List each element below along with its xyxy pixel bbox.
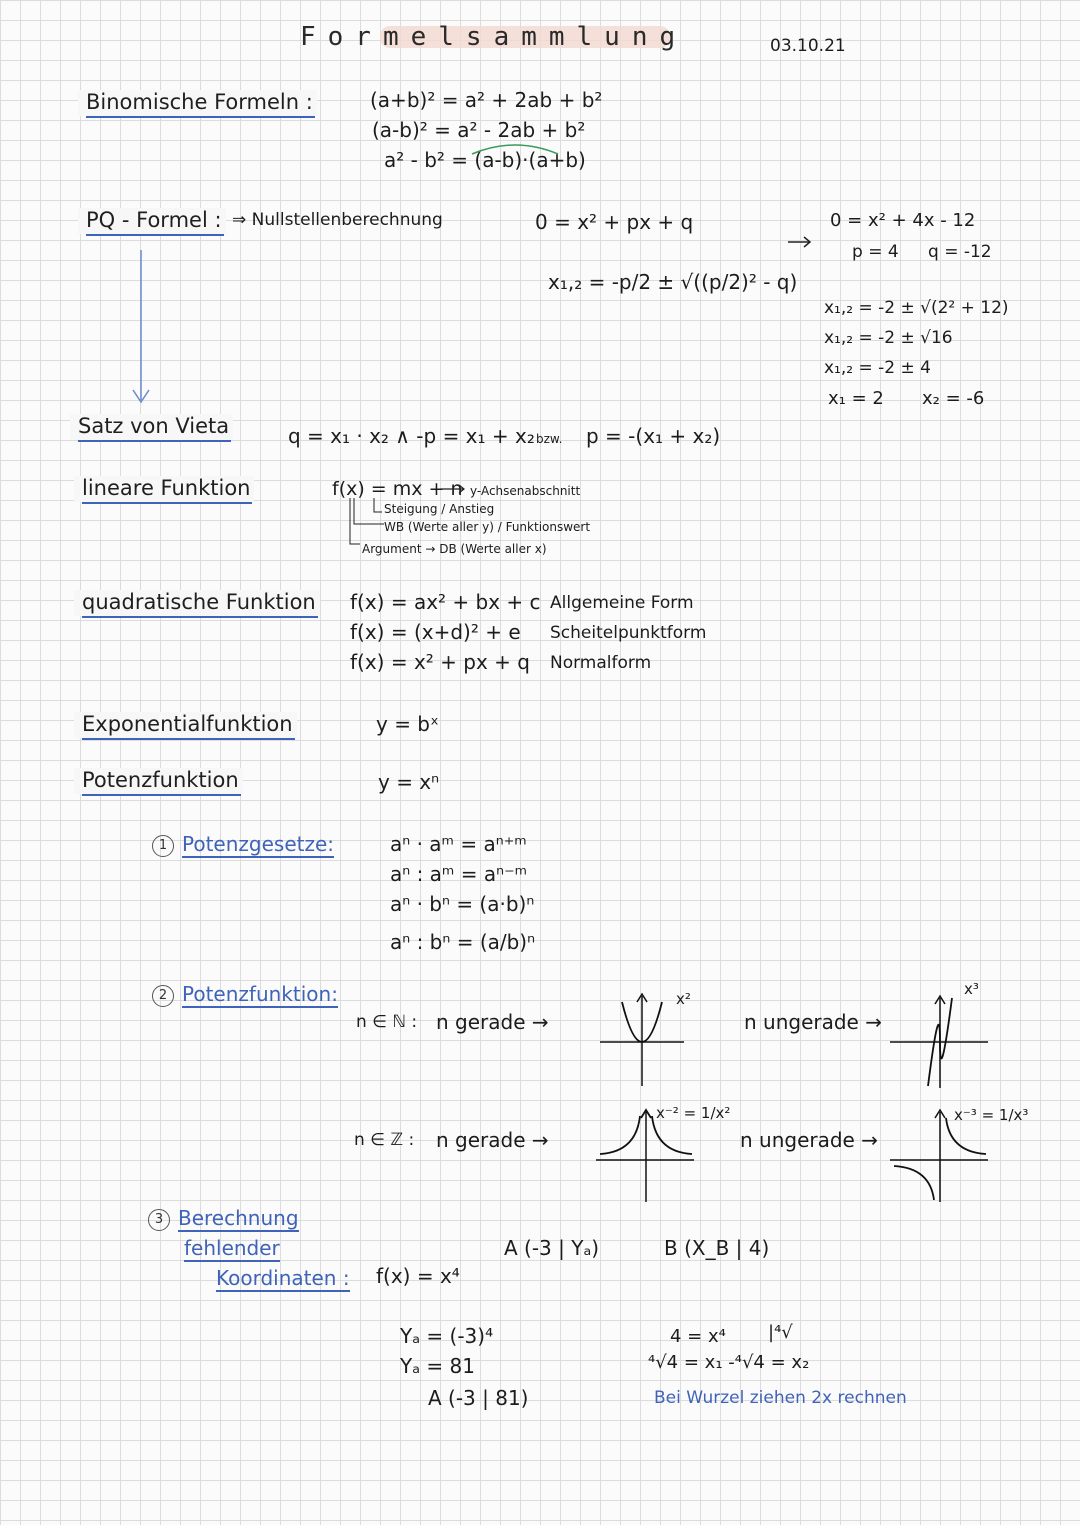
graph-x3-label: x³ — [964, 980, 979, 998]
binom-arc — [470, 142, 560, 156]
linear-wb: WB (Werte aller y) / Funktionswert — [384, 520, 591, 534]
quadratic-formula-1: f(x) = ax² + bx + c — [350, 590, 541, 614]
pq-solution: x₁,₂ = -p/2 ± √((p/2)² - q) — [548, 270, 798, 294]
heading-exponential: Exponentialfunktion — [74, 712, 297, 738]
vieta-formula-2: p = -(x₁ + x₂) — [586, 424, 721, 448]
pq-example-line-2: x₁,₂ = -2 ± √16 — [824, 328, 953, 348]
powerfn-odd-1: n ungerade → — [744, 1010, 882, 1034]
binom-line-3: a² - b² = (a-b)·(a+b) — [384, 148, 586, 172]
pq-example-arrow — [788, 234, 818, 248]
graph-x3-icon — [890, 994, 990, 1090]
pq-example-q: q = -12 — [928, 242, 992, 262]
laws-number: 1 — [152, 835, 174, 857]
graph-x2-label: x² — [676, 990, 691, 1008]
linear-arrow-n — [440, 484, 470, 494]
calc-a-line-3: A (-3 | 81) — [428, 1386, 529, 1410]
graph-x-3-label: x⁻³ = 1/x³ — [954, 1106, 1029, 1124]
pq-example-line-3: x₁,₂ = -2 ± 4 — [824, 358, 931, 378]
pq-example-p: p = 4 — [852, 242, 899, 262]
calc-label-2: fehlender — [184, 1236, 280, 1260]
pq-nullstellen: ⇒ Nullstellenberechnung — [232, 210, 443, 230]
calc-a-line-2: Yₐ = 81 — [400, 1354, 475, 1378]
calc-label-2-wrap — [184, 1236, 280, 1260]
heading-vieta: Satz von Vieta — [70, 414, 233, 440]
laws-label: Potenzgesetze: — [182, 832, 335, 856]
linear-slope: Steigung / Anstieg — [384, 502, 495, 516]
laws-heading — [152, 832, 334, 857]
calc-label-3: Koordinaten : — [216, 1266, 350, 1290]
laws-line-4: aⁿ : bⁿ = (a/b)ⁿ — [390, 930, 536, 954]
powerfn-set-n: n ∈ ℕ : — [356, 1012, 418, 1032]
calc-point-b: B (X_B | 4) — [664, 1236, 770, 1260]
exponential-formula: y = bˣ — [376, 712, 439, 736]
power-formula: y = xⁿ — [378, 770, 440, 794]
pq-formula: 0 = x² + px + q — [535, 210, 694, 234]
linear-y-axis: y-Achsenabschnitt — [470, 484, 581, 498]
vieta-formula: q = x₁ · x₂ ∧ -p = x₁ + x₂ — [288, 424, 535, 448]
binom-line-1: (a+b)² = a² + 2ab + b² — [370, 88, 603, 112]
graph-x-2-label: x⁻² = 1/x² — [656, 1104, 731, 1122]
pq-example-x2: x₂ = -6 — [922, 388, 985, 409]
powerfn-label: Potenzfunktion: — [182, 982, 338, 1006]
quadratic-formula-3: f(x) = x² + px + q — [350, 650, 530, 674]
pq-example-equation: 0 = x² + 4x - 12 — [830, 210, 976, 231]
date: 03.10.21 — [770, 36, 846, 56]
calc-label-1: Berechnung — [178, 1206, 299, 1230]
graph-x-2-icon — [596, 1108, 696, 1204]
linear-argument: Argument → DB (Werte aller x) — [362, 542, 547, 556]
pq-example-x1: x₁ = 2 — [828, 388, 884, 409]
calc-note: Bei Wurzel ziehen 2x rechnen — [654, 1388, 907, 1408]
powerfn-set-z: n ∈ ℤ : — [354, 1130, 415, 1150]
quadratic-name-2: Scheitelpunktform — [550, 623, 707, 643]
laws-line-1: aⁿ · aᵐ = aⁿ⁺ᵐ — [390, 832, 527, 856]
page-title: Formelsammlung — [300, 22, 688, 52]
pq-down-arrow — [138, 250, 148, 410]
linear-brackets — [340, 496, 400, 552]
heading-linear: lineare Funktion — [74, 476, 254, 502]
calc-number: 3 — [148, 1209, 170, 1231]
powerfn-even-2: n gerade → — [436, 1128, 549, 1152]
quadratic-formula-2: f(x) = (x+d)² + e — [350, 620, 521, 644]
laws-line-3: aⁿ · bⁿ = (a·b)ⁿ — [390, 892, 535, 916]
calc-heading — [148, 1206, 299, 1231]
heading-pq: PQ - Formel : — [78, 208, 226, 234]
powerfn-number: 2 — [152, 985, 174, 1007]
vieta-bzw: bzw. — [536, 432, 563, 446]
binom-line-2: (a-b)² = a² - 2ab + b² — [372, 118, 586, 142]
heading-power: Potenzfunktion — [74, 768, 243, 794]
calc-label-3-wrap — [216, 1266, 350, 1290]
heading-binomische: Binomische Formeln : — [78, 90, 317, 116]
powerfn-heading — [152, 982, 338, 1007]
calc-function: f(x) = x⁴ — [376, 1264, 460, 1288]
quadratic-name-3: Normalform — [550, 653, 652, 673]
calc-a-line-1: Yₐ = (-3)⁴ — [400, 1324, 494, 1348]
calc-b-line-2: ⁴√4 = x₁ -⁴√4 = x₂ — [648, 1352, 810, 1373]
calc-b-root-hint: |⁴√ — [768, 1322, 793, 1343]
calc-b-line-1: 4 = x⁴ — [670, 1326, 726, 1347]
powerfn-even-1: n gerade → — [436, 1010, 549, 1034]
heading-quadratic: quadratische Funktion — [74, 590, 320, 616]
calc-point-a: A (-3 | Yₐ) — [504, 1236, 600, 1260]
quadratic-name-1: Allgemeine Form — [550, 593, 694, 613]
linear-formula: f(x) = mx + n — [332, 478, 463, 500]
laws-line-2: aⁿ : aᵐ = aⁿ⁻ᵐ — [390, 862, 528, 886]
pq-example-line-1: x₁,₂ = -2 ± √(2² + 12) — [824, 298, 1009, 318]
powerfn-odd-2: n ungerade → — [740, 1128, 878, 1152]
